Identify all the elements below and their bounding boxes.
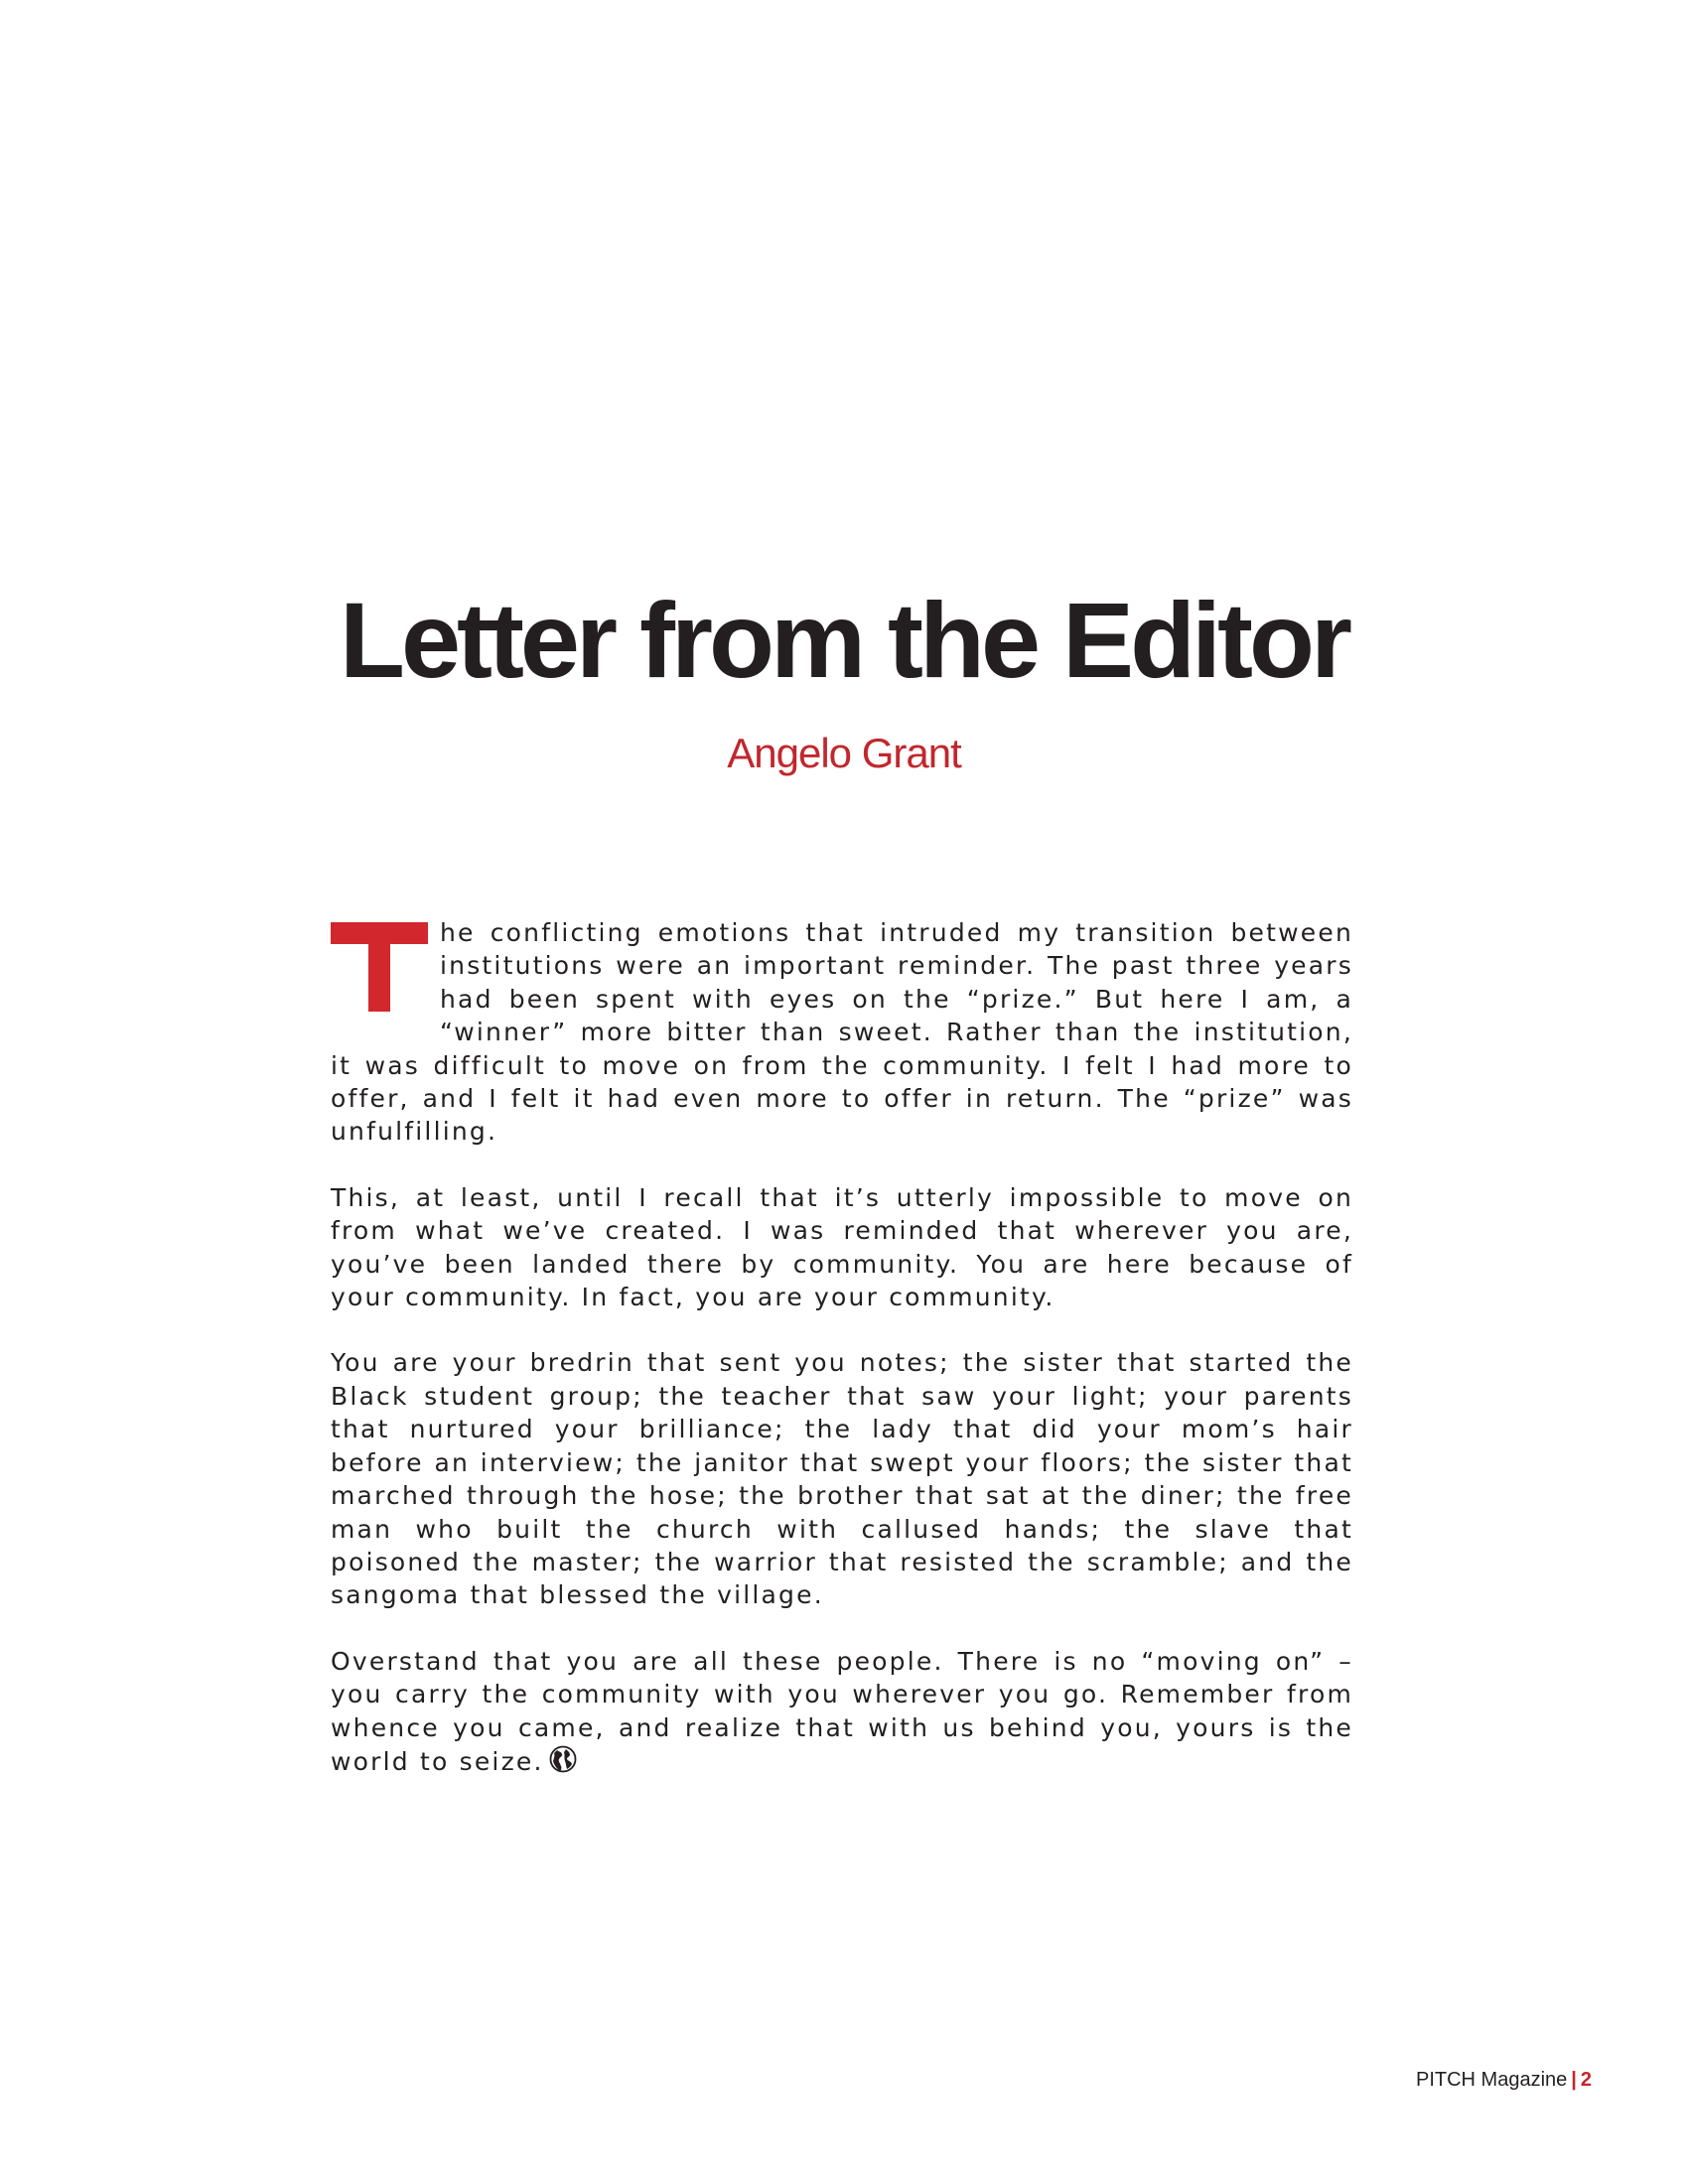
page-footer (1416, 2067, 1592, 2093)
page-number: 2 (1580, 2069, 1592, 2091)
paragraph (331, 916, 1353, 1149)
paragraph-text: This, at least, until I recall that it’s utterly impossible to move on from what we’ve created. I was reminded that wherever you are, you’ve been landed there by community. You are here because of your community. In fact, you are your community. (331, 1182, 1353, 1312)
publication-name: PITCH Magazine (1415, 2069, 1568, 2091)
article-title: Letter from the Editor (339, 580, 1349, 700)
paragraph-text: he conflicting emotions that intruded my transition between institutions were an important reminder. The past three years had been spent with eyes on the “prize.” But here I am, a “winner” more bitter than sweet. Rather than the institution, it was difficult to move on from the community. I felt I had more to offer, and I felt it had even more to offer in return. The “prize” was unfulfilling. (331, 918, 1353, 1147)
paragraph-text: You are your bredrin that sent you notes; the sister that started the Black student group; the teacher that saw your light; your parents that nurtured your brilliance; the lady that did your mom’s hair before an interview; the janitor that swept your floors; the sister that marched through the hose; the brother that sat at the diner; the free man who built the church with callused hands; the slave that poisoned the master; the warrior that resisted the scramble; and the sangoma that blessed the village. (331, 1348, 1353, 1610)
paragraph (331, 1181, 1353, 1314)
paragraph (331, 1645, 1353, 1779)
footer-separator: | (1571, 2069, 1577, 2091)
globe-icon (548, 1744, 578, 1774)
paragraph-text: Overstand that you are all these people. There is no “moving on” – you carry the community with you wherever you go. Remember from whence you came, and realize that with us behind you, yours is the world to seize. (331, 1646, 1353, 1776)
drop-cap (331, 922, 440, 1022)
article-body (331, 916, 1353, 1811)
drop-cap-letter (331, 922, 428, 1012)
article-author: Angelo Grant (727, 730, 961, 776)
paragraph (331, 1346, 1353, 1611)
